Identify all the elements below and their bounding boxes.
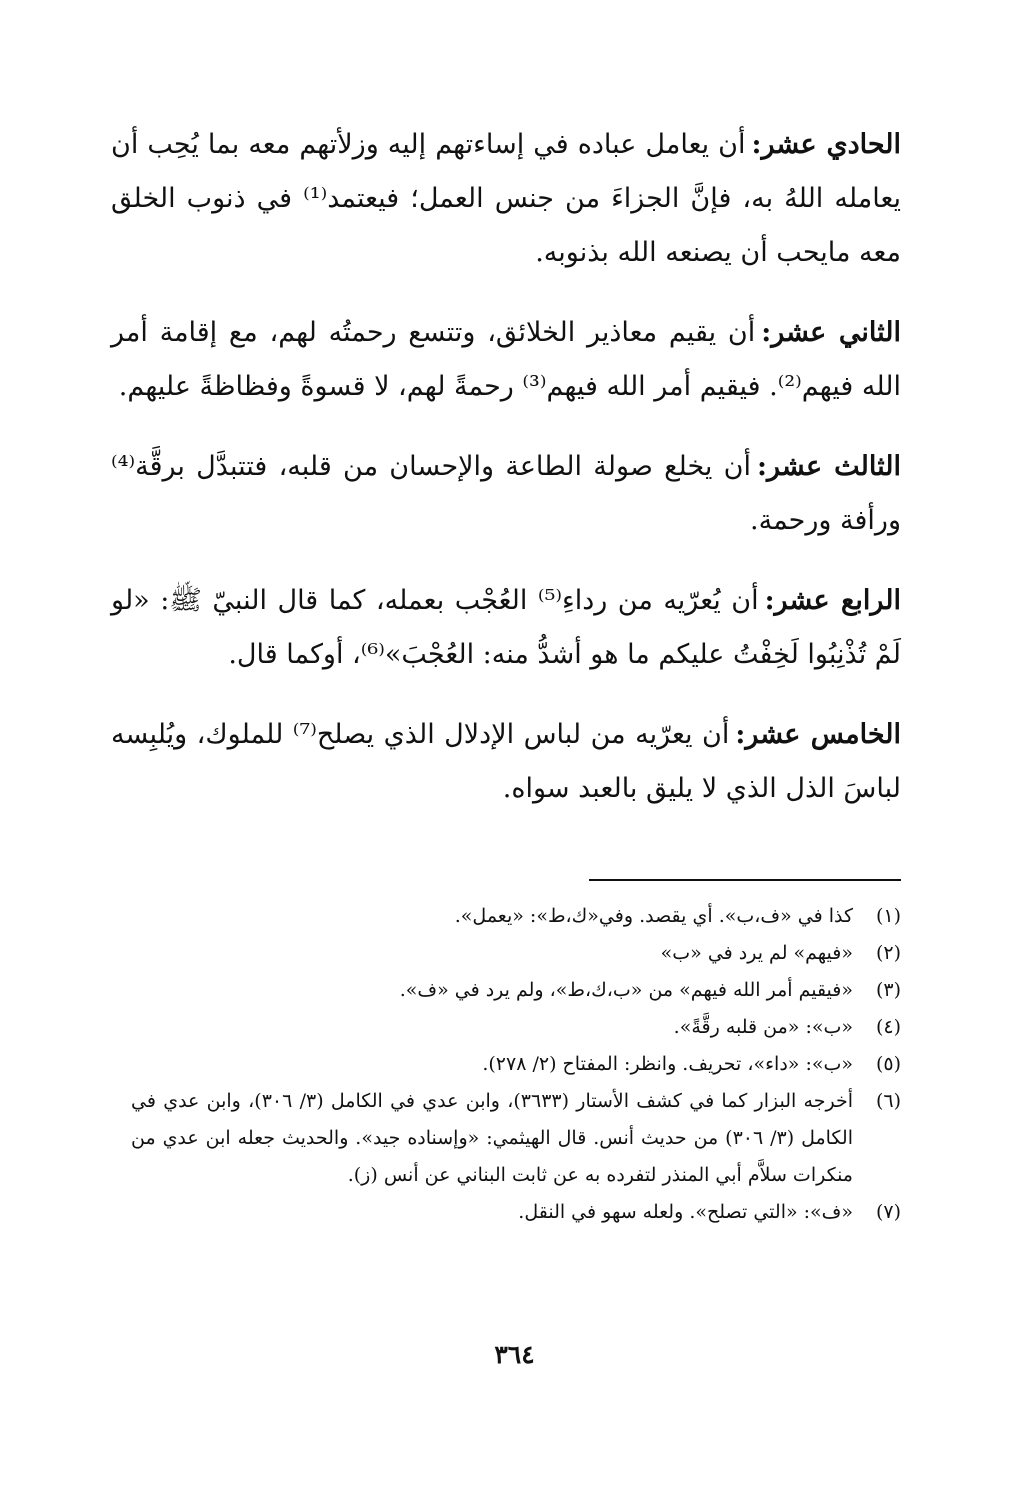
footnotes-list (131, 898, 901, 1231)
footnote (131, 1009, 901, 1046)
paragraph-lead: الثاني عشر: (761, 317, 901, 348)
paragraph-12 (111, 306, 901, 414)
footnote-text: «ف»: «التي تصلح». ولعله سهو في النقل. (518, 1201, 853, 1223)
main-text (111, 118, 901, 842)
paragraph-lead: الحادي عشر: (751, 129, 901, 160)
paragraph-lead: الخامس عشر: (735, 719, 901, 750)
footnote-number: (٣) (875, 979, 901, 1001)
paragraph-lead: الثالث عشر: (757, 451, 901, 482)
footnote-number: (٦) (875, 1090, 901, 1112)
footnote-text: كذا في «ف،ب». أي يقصد. وفي«ك،ط»: «يعمل». (454, 905, 853, 927)
paragraph-body: أن يقيم معاذير الخلائق، وتتسع رحمتُه لهم، مع إقامة أمر الله فيهم⁽²⁾. فيقيم أمر الله فيهم⁽³⁾ رحمةً لهم، لا قسوةً وفظاظةً عليهم. (111, 317, 901, 402)
footnote-text: «فيهم» لم يرد في «ب» (660, 942, 853, 964)
footnote-text: أخرجه البزار كما في كشف الأستار (٣٦٣٣)، وابن عدي في الكامل (٣/ ٣٠٦)، وابن عدي في الكامل (٣/ ٣٠٦) من حديث أنس. قال الهيثمي: «وإسناده جيد». والحديث جعله ابن عدي من منكرات سلاَّم أبي المنذر لتفرده به عن ثابت البناني عن أنس (ز). (131, 1090, 853, 1186)
footnote-text: «ب»: «داء»، تحريف. وانظر: المفتاح (٢/ ٢٧٨). (482, 1053, 853, 1075)
paragraph-body: أن يُعرّيه من رداءِ⁽⁵⁾ العُجْب بعمله، كما قال النبيّ ﷺ: «لو لَمْ تُذْنِبُوا لَخِفْتُ عليكم ما هو أشدُّ منه: العُجْبَ»⁽⁶⁾، أوكما قال. (111, 585, 901, 670)
paragraph-11 (111, 118, 901, 280)
footnote (131, 935, 901, 972)
footnote (131, 898, 901, 935)
footnote (131, 972, 901, 1009)
footnote-number: (٤) (875, 1016, 901, 1038)
paragraph-14 (111, 574, 901, 682)
paragraph-13 (111, 440, 901, 548)
footnote-divider (589, 879, 901, 881)
footnote-number: (١) (875, 905, 901, 927)
footnote-text: «فيقيم أمر الله فيهم» من «ب،ك،ط»، ولم يرد في «ف». (399, 979, 853, 1001)
footnote (131, 1194, 901, 1231)
page-number: ٣٦٤ (494, 1340, 535, 1369)
footnote-text: «ب»: «من قلبه رقَّةً». (673, 1016, 853, 1038)
paragraph-body: أن يخلع صولة الطاعة والإحسان من قلبه، فتتبدَّل برقَّة⁽⁴⁾ ورأفة ورحمة. (111, 451, 901, 536)
footnote-number: (٢) (875, 942, 901, 964)
footnote-number: (٧) (875, 1201, 901, 1223)
paragraph-lead: الرابع عشر: (764, 585, 901, 616)
paragraph-body: أن يعرّيه من لباس الإدلال الذي يصلح⁽⁷⁾ للملوك، ويُلبِسه لباسَ الذل الذي لا يليق بالعبد سواه. (111, 719, 901, 804)
footnote (131, 1046, 901, 1083)
footnote-number: (٥) (875, 1053, 901, 1075)
paragraph-15 (111, 708, 901, 816)
paragraph-body: أن يعامل عباده في إساءتهم إليه وزلأتهم معه بما يُحِب أن يعامله اللهُ به، فإنَّ الجزاءَ من جنس العمل؛ فيعتمد⁽¹⁾ في ذنوب الخلق معه مايحب أن يصنعه الله بذنوبه. (111, 129, 902, 268)
footnote (131, 1083, 901, 1194)
